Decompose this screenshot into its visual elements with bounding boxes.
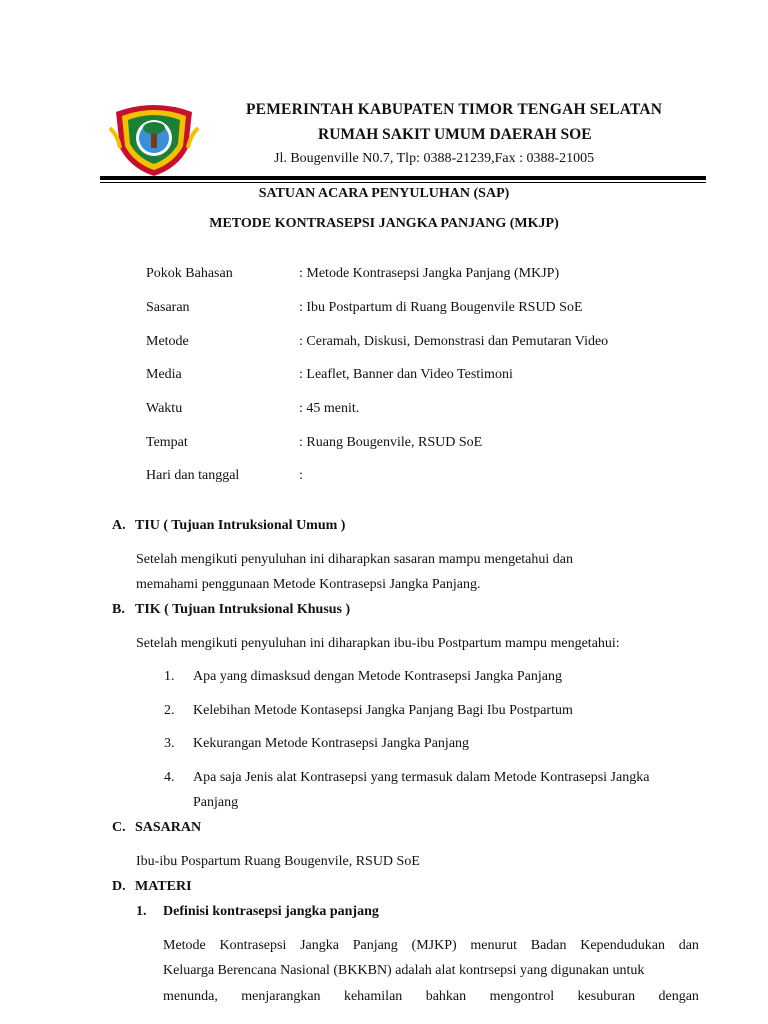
word: mengontrol	[489, 989, 555, 1004]
info-value: : Ruang Bougenvile, RSUD SoE	[299, 435, 483, 450]
section-a-paragraph-line: Setelah mengikuti penyuluhan ini diharapkan sasaran mampu mengetahui dan	[136, 552, 573, 567]
list-text: Panjang	[193, 795, 239, 810]
subsection-title: Definisi kontrasepsi jangka panjang	[163, 904, 379, 919]
info-value: : Ibu Postpartum di Ruang Bougenvile RSUD SoE	[299, 300, 583, 315]
word: Kontrasepsi	[219, 938, 287, 953]
info-label: Hari dan tanggal	[146, 468, 240, 483]
section-title: SASARAN	[135, 820, 202, 835]
document-subtitle: METODE KONTRASEPSI JANGKA PANJANG (MKJP)	[209, 216, 559, 231]
word: Panjang	[352, 938, 398, 953]
hospital-name: RUMAH SAKIT UMUM DAERAH SOE	[318, 126, 592, 143]
list-text: Kekurangan Metode Kontrasepsi Jangka Panjang	[193, 736, 470, 751]
list-text: Kelebihan Metode Kontasepsi Jangka Panjang Bagi Ibu Postpartum	[193, 703, 573, 718]
section-a-heading	[112, 518, 345, 534]
word: kesuburan	[577, 989, 636, 1004]
info-value: :	[299, 468, 303, 483]
regency-logo	[108, 98, 200, 178]
info-value: : 45 menit.	[299, 401, 360, 416]
list-number: 4.	[164, 770, 175, 785]
list-number: 1.	[164, 669, 175, 684]
section-letter: B.	[112, 602, 125, 617]
word: Badan	[530, 938, 567, 953]
header-rule-thin	[100, 182, 706, 183]
info-value: : Metode Kontrasepsi Jangka Panjang (MKJP)	[299, 266, 560, 281]
list-number: 2.	[164, 703, 175, 718]
word: Jangka	[300, 938, 339, 953]
info-value: : Ceramah, Diskusi, Demonstrasi dan Pemutaran Video	[299, 334, 609, 349]
document-title: SATUAN ACARA PENYULUHAN (SAP)	[258, 186, 510, 201]
word: menjarangkan	[241, 989, 321, 1004]
list-number: 3.	[164, 736, 175, 751]
subsection-heading	[136, 904, 379, 920]
section-letter: D.	[112, 879, 126, 894]
list-text: Apa yang dimasksud dengan Metode Kontrasepsi Jangka Panjang	[193, 669, 562, 684]
government-name: PEMERINTAH KABUPATEN TIMOR TENGAH SELATAN	[246, 101, 663, 118]
word: Metode	[163, 938, 206, 953]
section-c-heading	[112, 820, 201, 836]
word: kehamilan	[343, 989, 403, 1004]
info-label: Pokok Bahasan	[146, 266, 233, 281]
word: (MJKP)	[411, 938, 457, 953]
info-value: : Leaflet, Banner dan Video Testimoni	[299, 367, 513, 382]
list-text: Apa saja Jenis alat Kontrasepsi yang termasuk dalam Metode Kontrasepsi Jangka	[193, 770, 650, 785]
materi-paragraph-line-2: Keluarga Berencana Nasional (BKKBN) adalah alat kontrsepsi yang digunakan untuk	[163, 963, 645, 978]
word: Kependudukan	[580, 938, 665, 953]
section-letter: C.	[112, 820, 126, 835]
section-letter: A.	[112, 518, 126, 533]
word: dan	[678, 938, 699, 953]
materi-paragraph-line-1	[163, 938, 699, 954]
word: menunda,	[163, 989, 218, 1004]
info-label: Metode	[146, 334, 189, 349]
section-b-intro: Setelah mengikuti penyuluhan ini diharapkan ibu-ibu Postpartum mampu mengetahui:	[136, 636, 620, 651]
info-label: Sasaran	[146, 300, 190, 315]
word: dengan	[658, 989, 699, 1004]
section-b-heading	[112, 602, 350, 618]
section-a-paragraph-line: memahami penggunaan Metode Kontrasepsi Jangka Panjang.	[136, 577, 481, 592]
subsection-number: 1.	[136, 904, 147, 919]
word: menurut	[470, 938, 518, 953]
section-c-paragraph: Ibu-ibu Pospartum Ruang Bougenvile, RSUD SoE	[136, 854, 420, 869]
materi-paragraph-line-3	[163, 989, 699, 1005]
section-d-heading	[112, 879, 192, 895]
section-title: TIK ( Tujuan Intruksional Khusus )	[135, 602, 351, 617]
info-label: Tempat	[146, 435, 188, 450]
info-label: Waktu	[146, 401, 183, 416]
info-label: Media	[146, 367, 182, 382]
header-rule-thick	[100, 176, 706, 180]
section-title: MATERI	[135, 879, 192, 894]
word: bahkan	[425, 989, 467, 1004]
hospital-address: Jl. Bougenville N0.7, Tlp: 0388-21239,Fax : 0388-21005	[274, 151, 595, 166]
section-title: TIU ( Tujuan Intruksional Umum )	[135, 518, 346, 533]
